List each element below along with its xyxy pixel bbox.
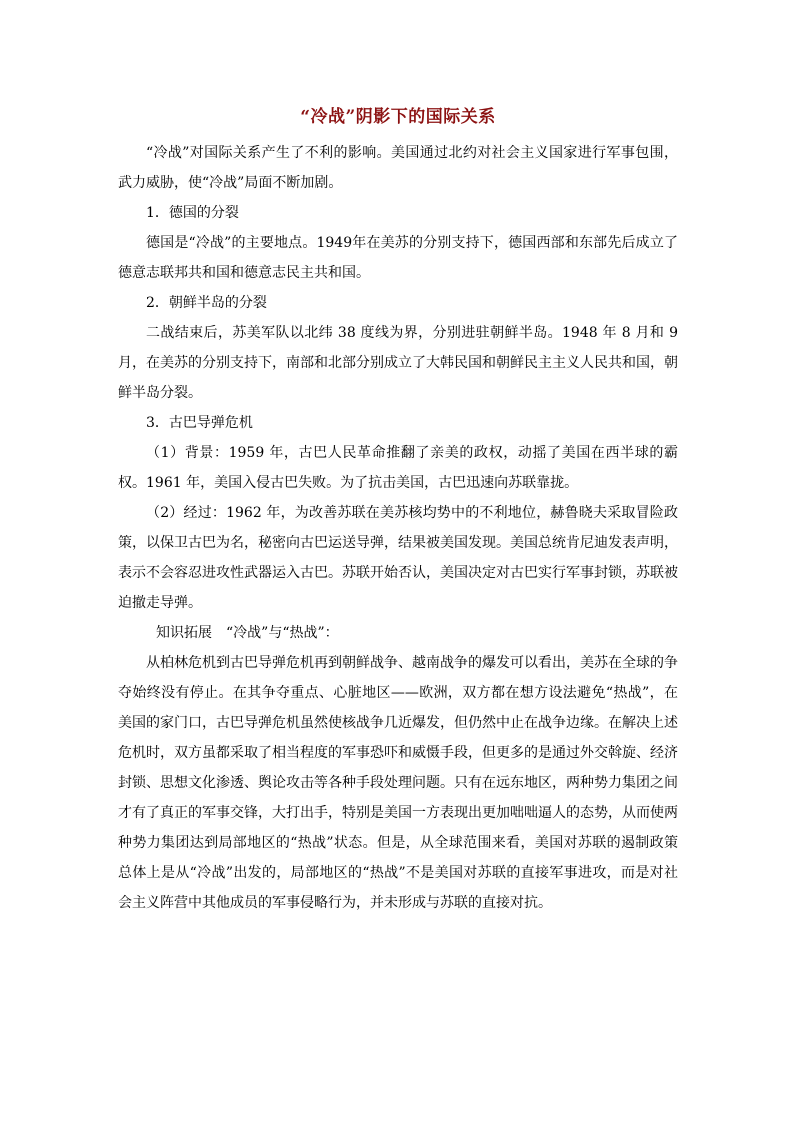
- section-paragraph-cuba-process: （2）经过：1962 年，为改善苏联在美苏核均势中的不利地位，赫鲁晓夫采取冒险政策，以保卫古巴为名，秘密向古巴运送导弹，结果被美国发现。美国总统肯尼迪发表声明，表示不会容忍进攻性武器运入古巴。苏联开始否认，美国决定对古巴实行军事封锁，苏联被迫撤走导弹。: [118, 505, 678, 611]
- document-content: [118, 104, 678, 918]
- section-heading-korea: 2．朝鲜半岛的分裂: [146, 295, 267, 311]
- section-paragraph-korea: 二战结束后，苏美军队以北纬 38 度线为界，分别进驻朝鲜半岛。1948 年 8 月和 9 月，在美苏的分别支持下，南部和北部分别成立了大韩民国和朝鲜民主主义人民共和国，朝鲜半岛分裂。: [118, 325, 678, 401]
- section-paragraph-cuba-background: （1）背景：1959 年，古巴人民革命推翻了亲美的政权，动摇了美国在西半球的霸权。1961 年，美国入侵古巴失败。为了抗击美国，古巴迅速向苏联靠拢。: [118, 445, 678, 491]
- knowledge-extension-body: 从柏林危机到古巴导弹危机再到朝鲜战争、越南战争的爆发可以看出，美苏在全球的争夺始终没有停止。在其争夺重点、心脏地区——欧洲，双方都在想方设法避免“热战”，在美国的家门口，古巴导弹危机虽然使核战争几近爆发，但仍然中止在战争边缘。在解决上述危机时，双方虽都采取了相当程度的军事恐吓和威慑手段，但更多的是通过外交斡旋、经济封锁、思想文化渗透、舆论攻击等各种手段处理问题。只有在远东地区，两种势力集团之间才有了真正的军事交锋，大打出手，特别是美国一方表现出更加咄咄逼人的态势，从而使两种势力集团达到局部地区的“热战”状态。但是，从全球范围来看，美国对苏联的遏制政策总体上是从“冷战”出发的，局部地区的“热战”不是美国对苏联的直接军事进攻，而是对社会主义阵营中其他成员的军事侵略行为，并未形成与苏联的直接对抗。: [118, 655, 678, 911]
- section-paragraph-germany: 德国是“冷战”的主要地点。1949年在美苏的分别支持下，德国西部和东部先后成立了德意志联邦共和国和德意志民主共和国。: [118, 235, 678, 281]
- page-title: “冷战”阴影下的国际关系: [300, 107, 496, 127]
- section-heading-germany: 1．德国的分裂: [146, 205, 239, 221]
- knowledge-extension-heading: [118, 618, 678, 648]
- intro-paragraph: “冷战”对国际关系产生了不利的影响。美国通过北约对社会主义国家进行军事包围，武力威胁，使“冷战”局面不断加剧。: [118, 145, 678, 191]
- section-heading-cuba: 3．古巴导弹危机: [146, 415, 253, 431]
- knowledge-extension-label: 知识拓展: [156, 625, 212, 641]
- knowledge-extension-topic: “冷战”与“热战”：: [226, 625, 339, 641]
